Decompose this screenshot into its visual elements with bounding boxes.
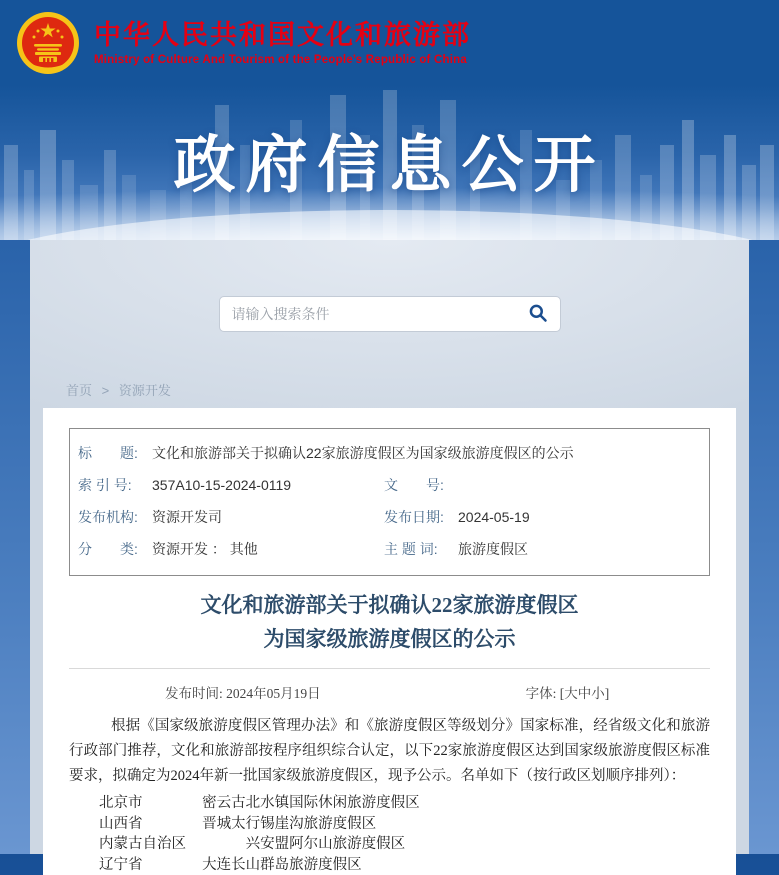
- document-panel: [43, 408, 736, 875]
- font-size-label: 字体:: [526, 686, 557, 701]
- font-size-large-button[interactable]: 大: [564, 686, 578, 701]
- meta-index-label: 索 引 号:: [70, 469, 142, 501]
- resort-name: 兴安盟阿尔山旅游度假区: [246, 836, 406, 852]
- font-size-small-button[interactable]: 小: [591, 686, 605, 701]
- national-emblem-icon: [16, 11, 80, 75]
- font-size-bracket-left: [: [560, 686, 565, 701]
- search-input[interactable]: [220, 306, 524, 322]
- search-button[interactable]: [524, 303, 560, 326]
- document-meta-table: [69, 428, 710, 576]
- breadcrumb-current: 资源开发: [119, 383, 171, 398]
- meta-publisher-label: 发布机构:: [70, 501, 142, 533]
- document-title-line1: 文化和旅游部关于拟确认22家旅游度假区: [201, 593, 579, 617]
- province-name: 内蒙古自治区: [99, 836, 186, 852]
- site-title[interactable]: 中华人民共和国文化和旅游部: [94, 19, 471, 51]
- meta-publisher-value: 资源开发司: [152, 501, 222, 533]
- content-area: [30, 240, 749, 854]
- document-title-line2: 为国家级旅游度假区的公示: [264, 627, 516, 651]
- search-box: [219, 296, 561, 332]
- meta-title-label: 标 题:: [70, 437, 142, 469]
- resort-name: 晋城太行锡崖沟旅游度假区: [202, 816, 376, 832]
- publish-time: [165, 682, 321, 702]
- meta-subject-value: 旅游度假区: [458, 533, 528, 565]
- list-item: [69, 855, 710, 875]
- breadcrumb: [66, 380, 749, 398]
- site-title-block: [94, 19, 471, 66]
- meta-index-value: 357A10-15-2024-0119: [152, 469, 291, 501]
- list-item: [69, 834, 710, 855]
- province-name: 山西省: [99, 816, 143, 832]
- resort-name: 大连长山群岛旅游度假区: [202, 857, 362, 873]
- list-item: [69, 793, 710, 814]
- article-paragraph: 根据《国家级旅游度假区管理办法》和《旅游度假区等级划分》国家标准，经省级文化和旅游行政部门推荐，文化和旅游部按程序组织综合认定，以下22家旅游度假区达到国家级旅游度假区标准要求，拟确定为2024年新一批国家级旅游度假区，现予公示。名单如下（按行政区划顺序排列）：: [69, 714, 710, 789]
- meta-category-label: 分 类:: [70, 533, 142, 565]
- meta-row-title: [70, 437, 709, 469]
- hero-banner: [0, 85, 779, 240]
- publish-time-value: 2024年05月19日: [226, 686, 321, 701]
- resort-name: 密云古北水镇国际休闲旅游度假区: [202, 795, 420, 811]
- list-item: [69, 814, 710, 835]
- meta-row-publisher: [70, 501, 709, 533]
- font-size-bracket-right: ]: [605, 686, 610, 701]
- banner-title: 政府信息公开: [0, 115, 779, 204]
- meta-row-index: [70, 469, 709, 501]
- publish-time-label: 发布时间:: [165, 686, 223, 701]
- document-title: [69, 588, 710, 656]
- resort-list: [69, 793, 710, 875]
- font-size-control: [526, 682, 610, 702]
- meta-docno-label: 文 号:: [376, 469, 448, 501]
- province-name: 北京市: [99, 795, 143, 811]
- meta-category-value: 资源开发 ： 其他: [152, 533, 258, 565]
- article-meta-line: [69, 668, 710, 702]
- site-header: [0, 0, 779, 85]
- meta-row-category: [70, 533, 709, 565]
- meta-pubdate-value: 2024-05-19: [458, 501, 530, 533]
- search-icon: [528, 303, 548, 326]
- font-size-medium-button[interactable]: 中: [578, 686, 592, 701]
- site-subtitle: Ministry of Culture And Tourism of the People’s Republic of China: [94, 54, 471, 66]
- province-name: 辽宁省: [99, 857, 143, 873]
- meta-title-value: 文化和旅游部关于拟确认22家旅游度假区为国家级旅游度假区的公示: [152, 437, 574, 469]
- meta-subject-label: 主 题 词:: [376, 533, 448, 565]
- meta-pubdate-label: 发布日期:: [376, 501, 448, 533]
- breadcrumb-separator: >: [102, 383, 110, 398]
- search-row: [30, 296, 749, 332]
- breadcrumb-home-link[interactable]: 首页: [66, 383, 92, 398]
